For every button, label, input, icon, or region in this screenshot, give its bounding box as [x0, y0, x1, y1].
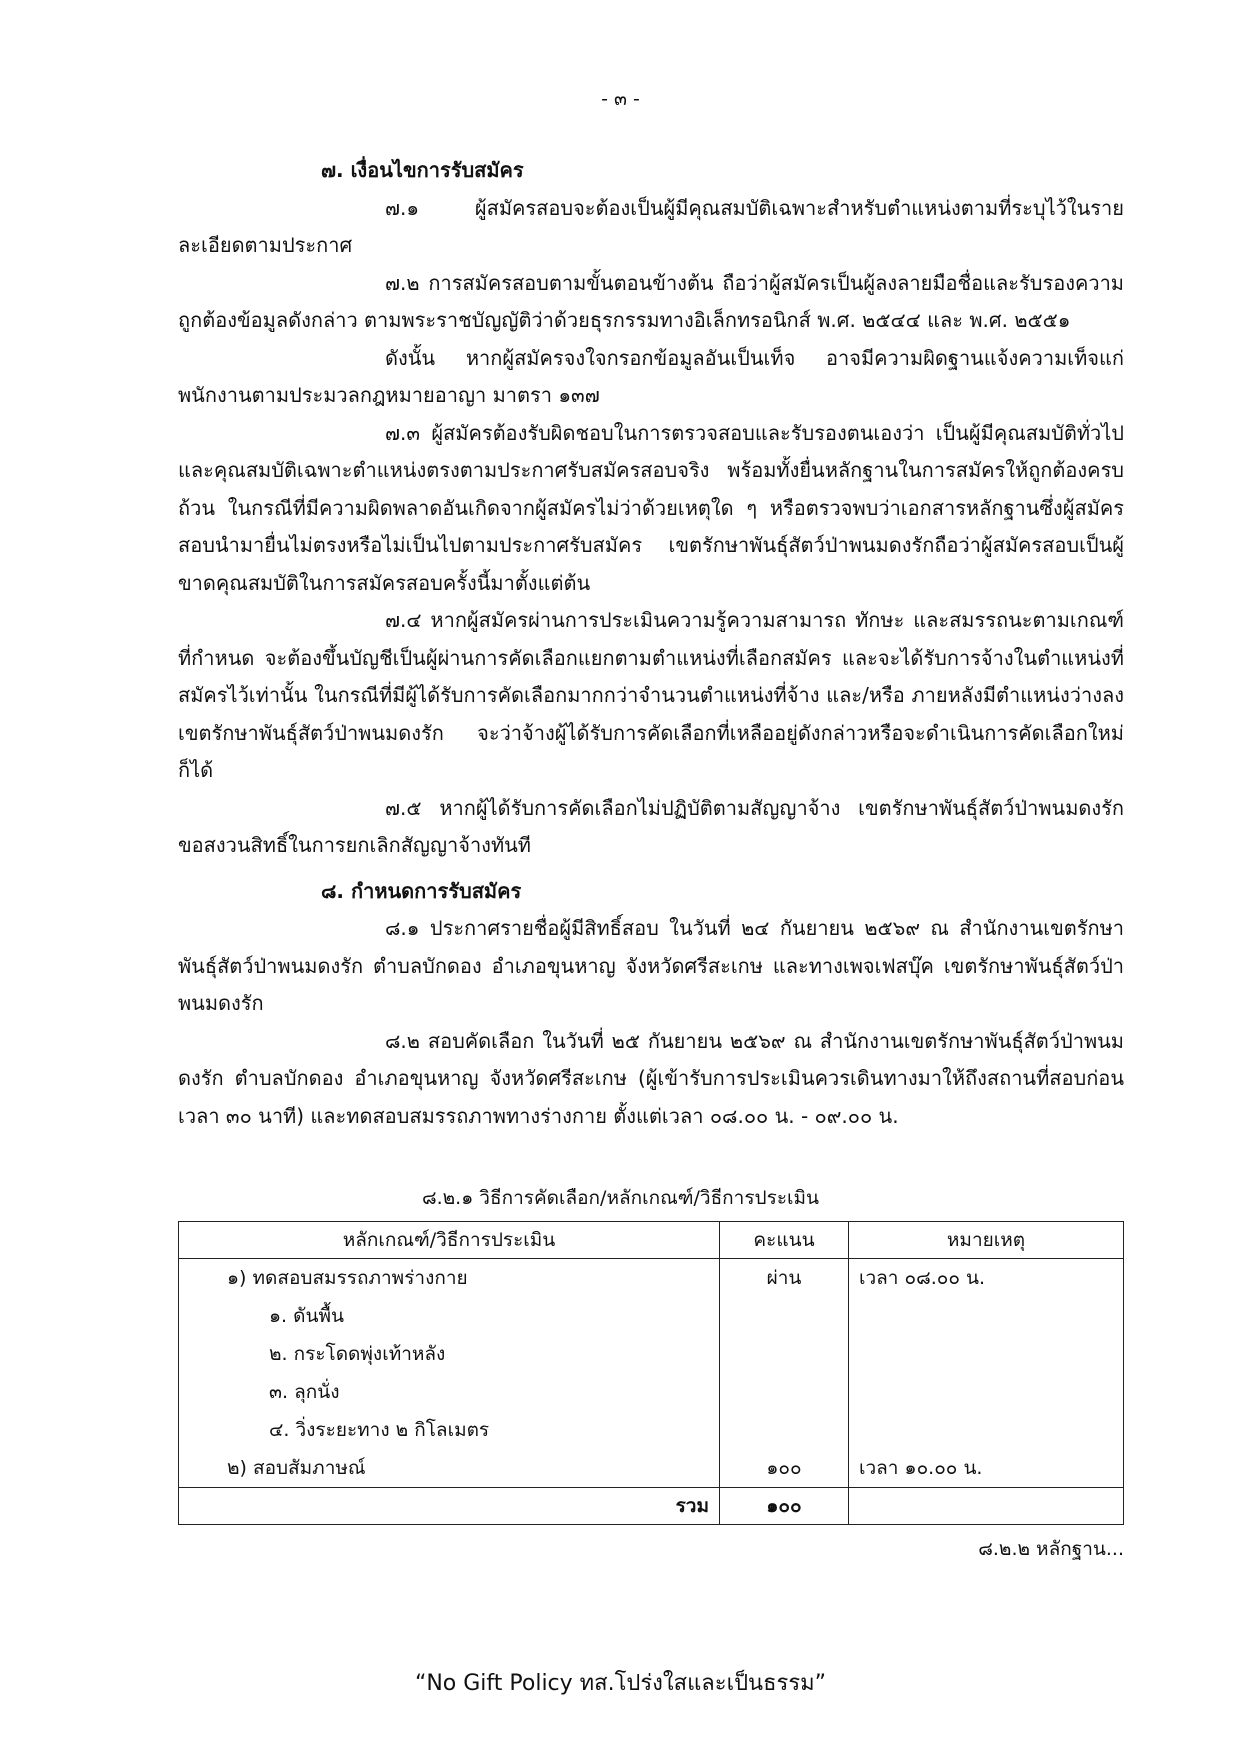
- header-criteria: หลักเกณฑ์/วิธีการประเมิน: [179, 1222, 720, 1259]
- total-label: รวม: [179, 1488, 720, 1525]
- sub-item-run-2km: ๔. วิ่งระยะทาง ๒ กิโลเมตร: [269, 1419, 490, 1441]
- continuation-marker: ๘.๒.๒ หลักฐาน...: [978, 1538, 1124, 1560]
- paragraph-8-2: ๘.๒ สอบคัดเลือก ในวันที่ ๒๕ กันยายน ๒๕๖๙ ณ สำนักงานเขตรักษาพันธุ์สัตว์ป่าพนมดงรัก ตำบลบักดอง อำเภอขุนหาญ จังหวัดศรีสะเกษ (ผู้เข้ารับการประเมินควรเดินทางมาให้ถึงสถานที่สอบก่อนเวลา ๓๐ นาที) และทดสอบสมรรถภาพทางร่างกาย ตั้งแต่เวลา ๐๘.๐๐ น. - ๐๙.๐๐ น.: [178, 1028, 1124, 1128]
- paragraph-7-4: ๗.๔ หากผู้สมัครผ่านการประเมินความรู้ความสามารถ ทักษะ และสมรรถนะตามเกณฑ์ที่กำหนด จะต้องขึ้นบัญชีเป็นผู้ผ่านการคัดเลือกแยกตามตำแหน่งที่เลือกสมัคร และจะได้รับการจ้างในตำแหน่งที่สมัครไว้เท่านั้น ในกรณีที่มีผู้ได้รับการคัดเลือกมากกว่าจำนวนตำแหน่งที่จ้าง และ/หรือ ภายหลังมีตำแหน่งว่างลง เขตรักษาพันธุ์สัตว์ป่าพนมดงรัก จะว่าจ้างผู้ได้รับการคัดเลือกที่เหลืออยู่ดังกล่าวหรือจะดำเนินการคัดเลือกใหม่ก็ได้: [178, 608, 1124, 782]
- paragraph-7-2-therefore: ดังนั้น หากผู้สมัครจงใจกรอกข้อมูลอันเป็นเท็จ อาจมีความผิดฐานแจ้งความเท็จแก่พนักงานตามประมวลกฎหมายอาญา มาตรา ๑๓๗: [178, 345, 1124, 407]
- paragraph-8-1: ๘.๑ ประกาศรายชื่อผู้มีสิทธิ์สอบ ในวันที่ ๒๔ กันยายน ๒๕๖๙ ณ สำนักงานเขตรักษาพันธุ์สัตว์ป่าพนมดงรัก ตำบลบักดอง อำเภอขุนหาญ จังหวัดศรีสะเกษ และทางเพจเฟสบุ๊ค เขตรักษาพันธุ์สัตว์ป่าพนมดงรัก: [178, 916, 1124, 1015]
- criteria-item-physical-test: ๑) ทดสอบสมรรถภาพร่างกาย: [227, 1267, 468, 1289]
- footer-slogan: “No Gift Policy ทส.โปร่งใสและเป็นธรรม”: [414, 1671, 827, 1696]
- score-cell: [720, 1259, 849, 1488]
- criteria-item-interview: ๒) สอบสัมภาษณ์: [227, 1457, 366, 1479]
- score-physical-test: ผ่าน: [766, 1267, 802, 1289]
- score-interview: ๑๐๐: [766, 1457, 802, 1479]
- body-text: [178, 152, 1124, 1135]
- sub-item-sit-up: ๓. ลุกนั่ง: [269, 1381, 340, 1403]
- paragraph-7-5: ๗.๕ หากผู้ได้รับการคัดเลือกไม่ปฏิบัติตามสัญญาจ้าง เขตรักษาพันธุ์สัตว์ป่าพนมดงรักขอสงวนสิทธิ์ในการยกเลิกสัญญาจ้างทันที: [178, 795, 1124, 857]
- header-remark: หมายเหตุ: [849, 1222, 1124, 1259]
- total-remark: [849, 1488, 1124, 1525]
- criteria-cell: [179, 1259, 720, 1488]
- paragraph-7-2: ๗.๒ การสมัครสอบตามขั้นตอนข้างต้น ถือว่าผู้สมัครเป็นผู้ลงลายมือชื่อและรับรองความถูกต้องข้อมูลดังกล่าว ตามพระราชบัญญัติว่าด้วยธุรกรรมทางอิเล็กทรอนิกส์ พ.ศ. ๒๕๔๔ และ พ.ศ. ๒๕๕๑: [178, 270, 1124, 332]
- remark-interview: เวลา ๑๐.๐๐ น.: [859, 1457, 983, 1479]
- criteria-table: [178, 1221, 1124, 1525]
- table-header-row: [179, 1222, 1124, 1259]
- paragraph-7-1: ๗.๑ ผู้สมัครสอบจะต้องเป็นผู้มีคุณสมบัติเฉพาะสำหรับตำแหน่งตามที่ระบุไว้ในรายละเอียดตามประกาศ: [178, 195, 1124, 257]
- sub-item-burpee: ๒. กระโดดพุ่งเท้าหลัง: [269, 1343, 446, 1365]
- total-score: ๑๐๐: [720, 1488, 849, 1525]
- sub-item-push-up: ๑. ดันพื้น: [269, 1305, 344, 1327]
- header-score: คะแนน: [720, 1222, 849, 1259]
- section-8-heading: ๘. กำหนดการรับสมัคร: [321, 878, 522, 903]
- section-gap: [178, 865, 1124, 873]
- table-row: [179, 1259, 1124, 1488]
- paragraph-7-3: ๗.๓ ผู้สมัครต้องรับผิดชอบในการตรวจสอบและรับรองตนเองว่า เป็นผู้มีคุณสมบัติทั่วไปและคุณสมบัติเฉพาะตำแหน่งตรงตามประกาศรับสมัครสอบจริง พร้อมทั้งยื่นหลักฐานในการสมัครให้ถูกต้องครบถ้วน ในกรณีที่มีความผิดพลาดอันเกิดจากผู้สมัครไม่ว่าด้วยเหตุใด ๆ หรือตรวจพบว่าเอกสารหลักฐานซึ่งผู้สมัครสอบนำมายื่นไม่ตรงหรือไม่เป็นไปตามประกาศรับสมัคร เขตรักษาพันธุ์สัตว์ป่าพนมดงรักถือว่าผู้สมัครสอบเป็นผู้ขาดคุณสมบัติในการสมัครสอบครั้งนี้มาตั้งแต่ต้น: [178, 420, 1124, 595]
- table-total-row: [179, 1488, 1124, 1525]
- remark-physical-test: เวลา ๐๘.๐๐ น.: [859, 1267, 986, 1289]
- remark-cell: [849, 1259, 1124, 1488]
- page-number: - ๓ -: [601, 88, 640, 110]
- table-caption: ๘.๒.๑ วิธีการคัดเลือก/หลักเกณฑ์/วิธีการประเมิน: [421, 1187, 820, 1209]
- section-7-heading: ๗. เงื่อนไขการรับสมัคร: [321, 158, 524, 182]
